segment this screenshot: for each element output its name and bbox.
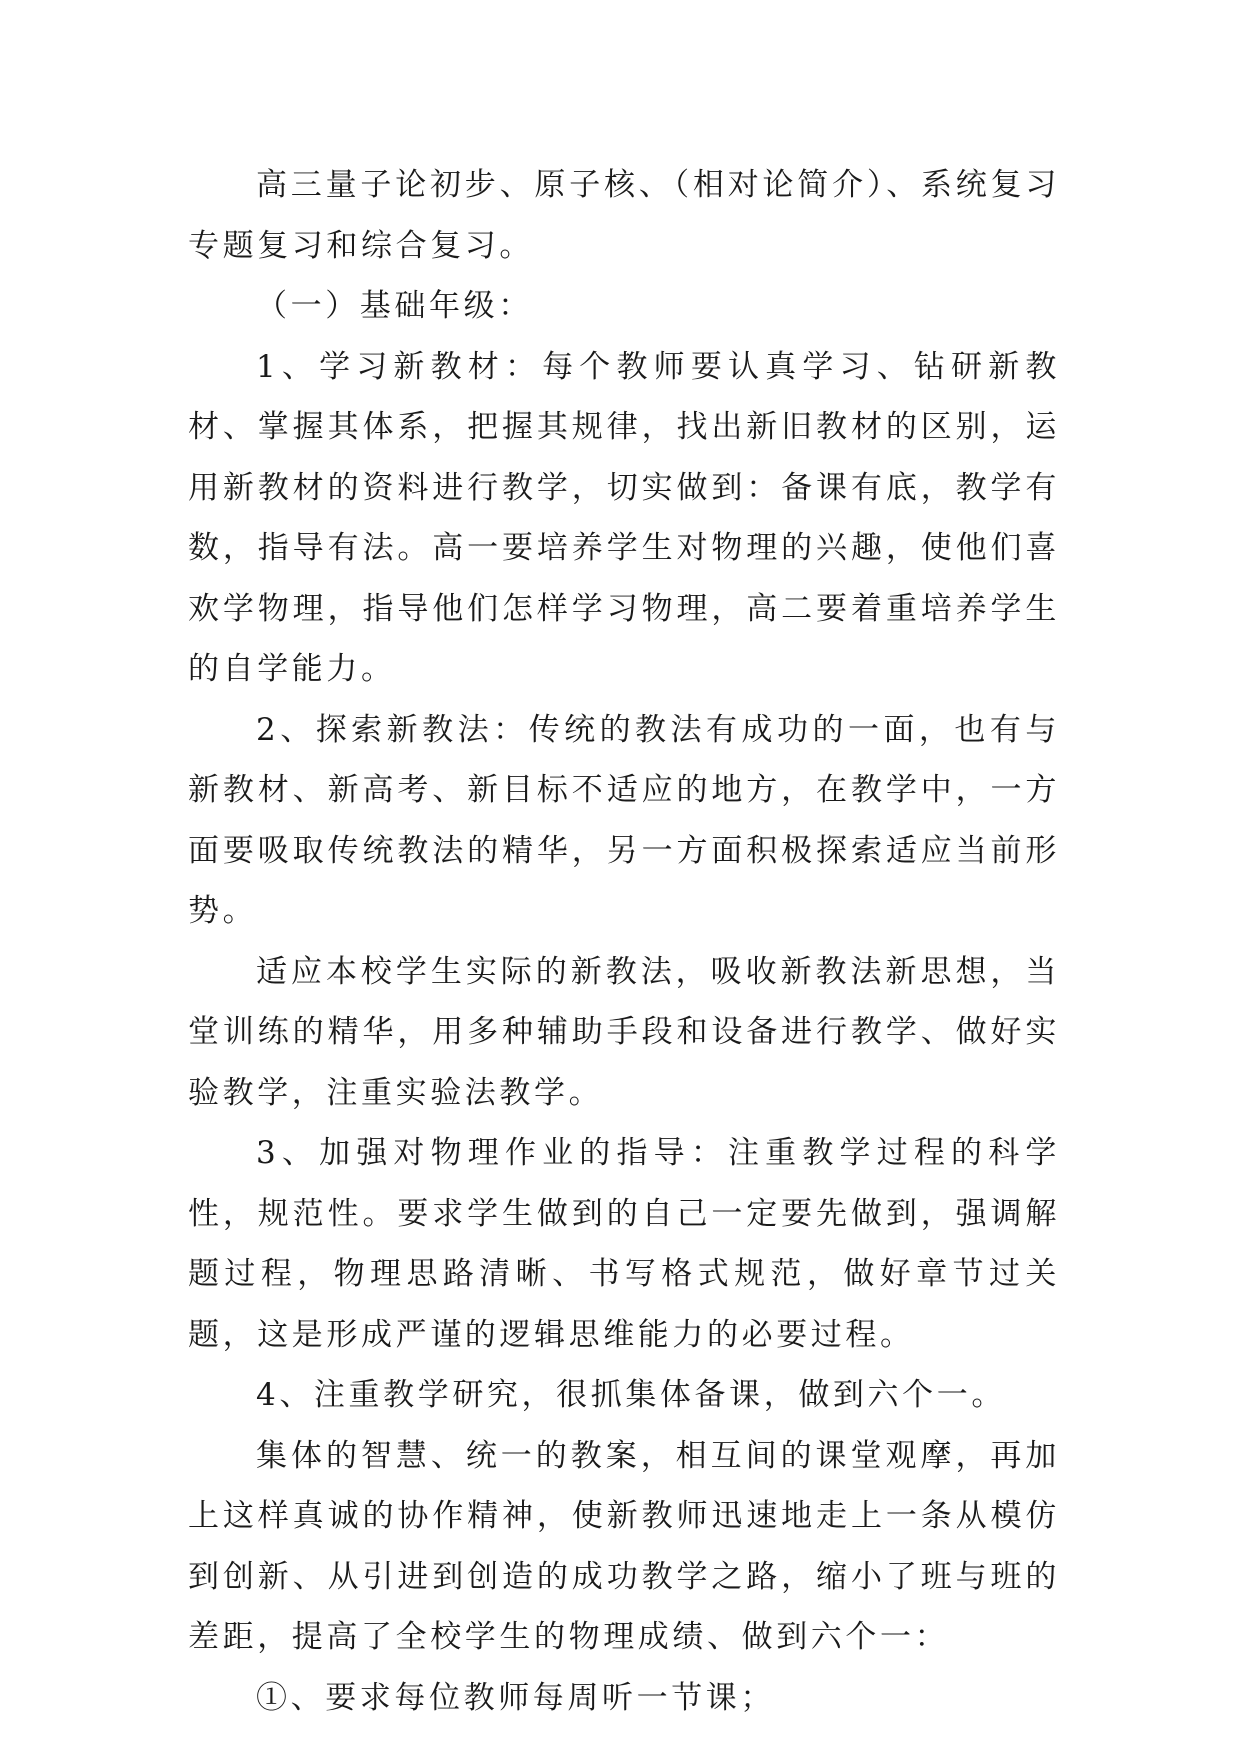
section-heading-basic-grades: （一）基础年级：: [256, 288, 533, 324]
paragraph-collective-wisdom: 集体的智慧、统一的教案，相互间的课堂观摩，再加上这样真诚的协作精神，使新教师迅速地走上一条从模仿到创新、从引进到创造的成功教学之路，缩小了班与班的差距，提高了全校学生的物理成绩、做到六个一：: [188, 1437, 1060, 1655]
document-body: [188, 155, 1060, 1728]
paragraph-teaching-research: 4、注重教学研究，很抓集体备课，做到六个一。: [256, 1377, 1006, 1413]
paragraph-grade3-review: 高三量子论初步、原子核、（相对论简介）、系统复习专题复习和综合复习。: [188, 167, 1060, 264]
paragraph-new-teaching-method: 2、探索新教法：传统的教法有成功的一面，也有与新教材、新高考、新目标不适应的地方，在教学中，一方面要吸取传统教法的精华，另一方面积极探索适应当前形势。: [188, 711, 1060, 929]
paragraph-adapt-teaching-method: 适应本校学生实际的新教法，吸收新教法新思想，当堂训练的精华，用多种辅助手段和设备进行教学、做好实验教学，注重实验法教学。: [188, 953, 1060, 1111]
list-item-weekly-lesson: ①、要求每位教师每周听一节课；: [256, 1679, 775, 1716]
paragraph-homework-guidance: 3、加强对物理作业的指导：注重教学过程的科学性，规范性。要求学生做到的自己一定要先做到，强调解题过程，物理思路清晰、书写格式规范，做好章节过关题，这是形成严谨的逻辑思维能力的必要过程。: [188, 1135, 1060, 1353]
paragraph-new-textbook: 1、学习新教材：每个教师要认真学习、钻研新教材、掌握其体系，把握其规律，找出新旧教材的区别，运用新教材的资料进行教学，切实做到：备课有底，教学有数，指导有法。高一要培养学生对物理的兴趣，使他们喜欢学物理，指导他们怎样学习物理，高二要着重培养学生的自学能力。: [188, 348, 1060, 687]
